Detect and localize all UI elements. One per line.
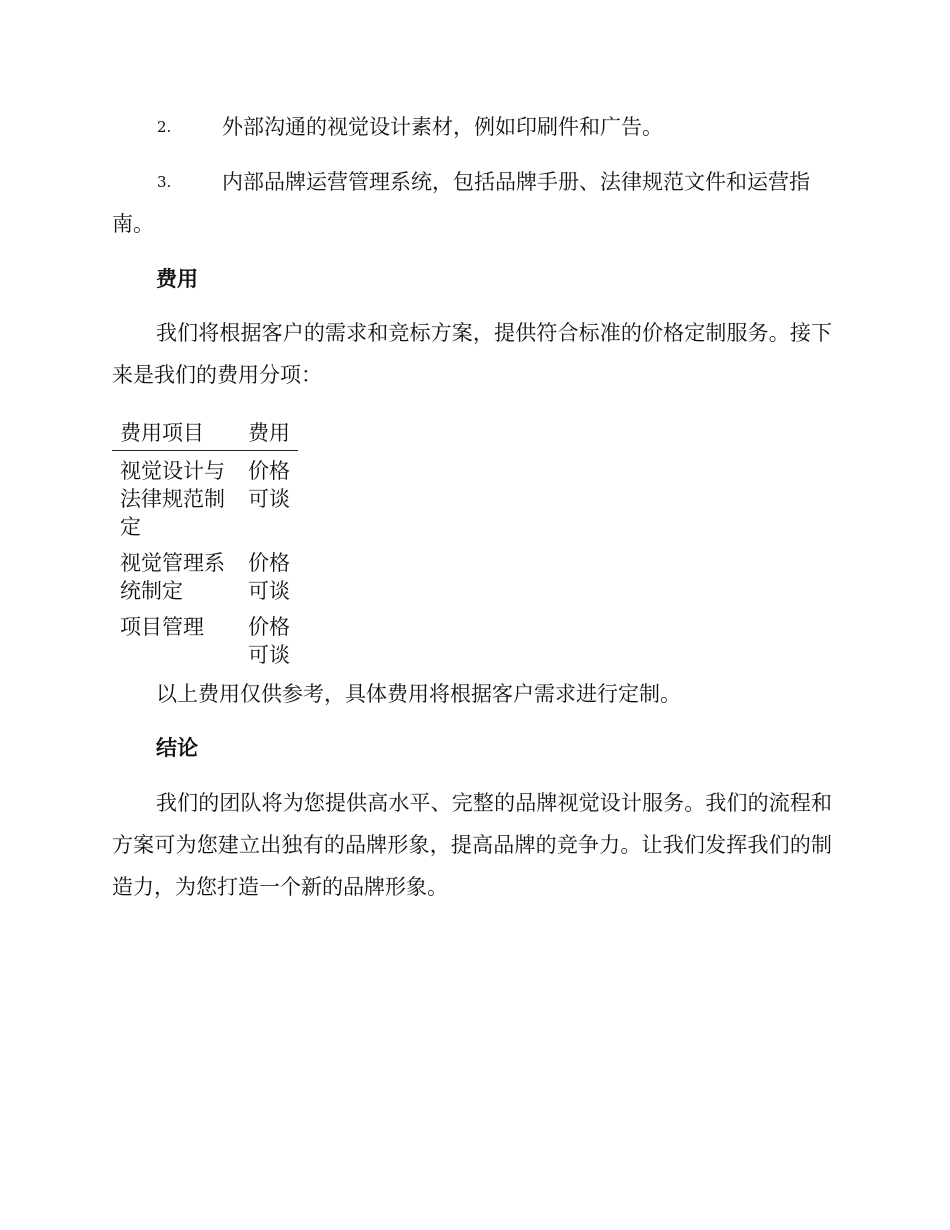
fee-table xyxy=(112,416,298,671)
table-cell-fee: 价格可谈 xyxy=(248,551,290,603)
list-item xyxy=(112,161,832,245)
conclusion-paragraph: 我们的团队将为您提供高水平、完整的品牌视觉设计服务。我们的流程和方案可为您建立出独有的品牌形象，提高品牌的竞争力。让我们发挥我们的制造力，为您打造一个新的品牌形象。 xyxy=(112,791,832,899)
table-row xyxy=(112,543,298,607)
table-cell-fee: 价格可谈 xyxy=(248,459,290,511)
table-row xyxy=(112,451,298,544)
list-text: 外部沟通的视觉设计素材，例如印刷件和广告。 xyxy=(222,115,663,139)
section-heading-fees: 费用 xyxy=(156,266,198,291)
fees-note-paragraph: 以上费用仅供参考，具体费用将根据客户需求进行定制。 xyxy=(156,682,681,706)
table-cell-item: 视觉管理系统制定 xyxy=(120,551,225,603)
table-cell-item: 视觉设计与法律规范制定 xyxy=(120,459,225,539)
table-header-fee: 费用 xyxy=(240,416,298,451)
fees-intro-paragraph: 我们将根据客户的需求和竞标方案，提供符合标准的价格定制服务。接下来是我们的费用分项： xyxy=(112,321,832,387)
list-item xyxy=(112,106,832,148)
table-cell-item: 项目管理 xyxy=(120,615,204,639)
table-header-item: 费用项目 xyxy=(112,416,240,451)
list-number: 2. xyxy=(157,118,172,136)
table-header-row xyxy=(112,416,298,451)
table-cell-fee: 价格可谈 xyxy=(248,615,290,667)
section-heading-conclusion: 结论 xyxy=(156,735,198,760)
table-row xyxy=(112,607,298,671)
list-text: 内部品牌运营管理系统，包括品牌手册、法律规范文件和运营指南。 xyxy=(112,170,810,236)
list-number: 3. xyxy=(157,173,172,191)
